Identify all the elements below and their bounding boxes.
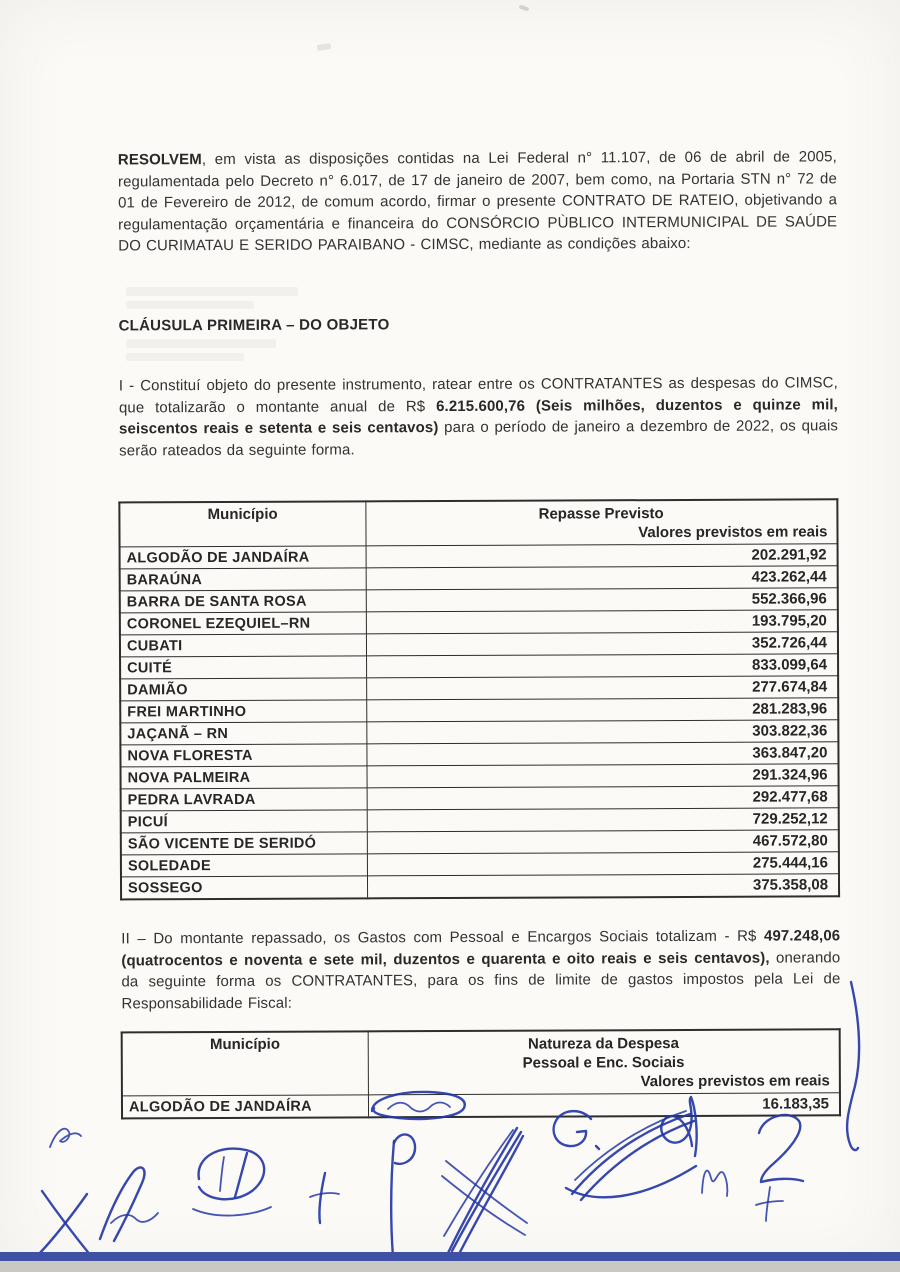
valor-cell: 729.252,12 <box>367 808 839 832</box>
municipio-cell: NOVA PALMEIRA <box>121 766 367 789</box>
bottom-blue-line <box>0 1252 900 1261</box>
table-row <box>121 786 839 811</box>
municipio-cell: PICUÍ <box>121 810 367 833</box>
municipio-cell: ALGODÃO DE JANDAÍRA <box>122 1095 368 1119</box>
scan-edge <box>0 1261 900 1272</box>
municipio-cell: JAÇANÃ – RN <box>120 722 366 745</box>
despesa-header-valores-label: Valores previstos em reais <box>640 1072 830 1091</box>
table-row <box>121 808 839 833</box>
valor-cell: 467.572,80 <box>367 830 839 854</box>
item1-text-2: para o período de janeiro a dezembro de 2022, os quais serão rateados da seguinte forma. <box>119 417 839 460</box>
table-row <box>120 588 838 613</box>
valor-cell: 202.291,92 <box>366 544 838 568</box>
table-row <box>121 830 839 855</box>
item2-amount: 497.248,06 (quatrocentos e noventa e sete mil, duzentos e quarenta e oito reais e seis centavos), <box>121 927 841 970</box>
valor-cell: 352.726,44 <box>366 632 838 656</box>
valor-cell: 16.183,35 <box>368 1093 840 1118</box>
rateio-header-municipio: Município <box>119 501 365 547</box>
valor-cell: 363.847,20 <box>366 742 838 766</box>
table-row <box>120 676 838 701</box>
table-row <box>120 720 838 745</box>
valor-cell: 292.477,68 <box>367 786 839 810</box>
table-row <box>121 764 839 789</box>
despesa-header-pessoal-label: Pessoal e Enc. Sociais <box>522 1053 685 1072</box>
item2-text-2: onerando da seguinte forma os CONTRATANTES, para os fins de limite de gastos impostos pela Lei de Responsabilidade Fiscal: <box>121 948 841 1013</box>
rateio-table-body <box>120 544 840 900</box>
valor-cell: 423.262,44 <box>366 566 838 590</box>
item1-text-1: I - Constituí objeto do presente instrumento, ratear entre os CONTRATANTES as despesas do CIMSC, que totalizarão o montante anual de R$ <box>118 374 838 417</box>
despesa-header-municipio: Município <box>122 1031 368 1096</box>
rateio-header-repasse <box>365 499 837 546</box>
despesa-header-row <box>122 1029 840 1096</box>
municipio-cell: DAMIÃO <box>120 678 366 701</box>
municipio-cell: NOVA FLORESTA <box>120 744 366 767</box>
municipio-cell: SOLEDADE <box>121 854 367 877</box>
rateio-header-repasse-label: Repasse Previsto <box>538 505 664 523</box>
clause-heading: CLÁUSULA PRIMEIRA – DO OBJETO <box>118 316 390 335</box>
municipio-cell: BARAÚNA <box>120 568 366 591</box>
table-row <box>120 632 838 657</box>
table-row <box>121 852 839 877</box>
valor-cell: 277.674,84 <box>366 676 838 700</box>
valor-cell: 275.444,16 <box>367 852 839 876</box>
rateio-header-valores-label: Valores previstos em reais <box>638 523 828 542</box>
municipio-cell: BARRA DE SANTA ROSA <box>120 590 366 613</box>
municipio-cell: FREI MARTINHO <box>120 700 366 723</box>
item1-paragraph <box>119 372 838 462</box>
valor-cell: 193.795,20 <box>366 610 838 634</box>
municipio-cell: ALGODÃO DE JANDAÍRA <box>120 546 366 569</box>
preamble-text: , em vista as disposições contidas na Lei Federal n° 11.107, de 06 de abril de 2005, regulamentada pelo Decreto n° 6.017, de 17 de janeiro de 2007, bem como, na Portaria STN n° 72 de 01 de Fevereiro de 2012, de comum acordo, firmar o presente CONTRATO DE RATEIO, objetivando a regulamentação orçamentária e financeira do CONSÓRCIO PÙBLICO INTERMUNICIPAL DE SAÚDE DO CURIMATAU E SERIDO PARAIBANO - CIMSC, mediante as condições abaixo: <box>117 148 838 255</box>
table-row <box>121 874 839 900</box>
table-row <box>120 544 838 569</box>
item2-text-1: II – Do montante repassado, os Gastos com Pessoal e Encargos Sociais totalizam - R$ <box>121 927 765 948</box>
table-row <box>120 610 838 635</box>
item1-amount: 6.215.600,76 (Seis milhões, duzentos e quinze mil, seiscentos reais e setenta e seis centavos) <box>118 395 838 438</box>
valor-cell: 291.324,96 <box>367 764 839 788</box>
municipio-cell: PEDRA LAVRADA <box>121 788 367 811</box>
valor-cell: 303.822,36 <box>366 720 838 744</box>
valor-cell: 552.366,96 <box>366 588 838 612</box>
table-row <box>120 654 838 679</box>
valor-cell: 375.358,08 <box>367 874 839 899</box>
despesa-header-natureza-label: Natureza da Despesa <box>527 1035 679 1053</box>
municipio-cell: SÃO VICENTE DE SERIDÓ <box>121 832 367 855</box>
despesa-table-body <box>122 1093 840 1119</box>
valor-cell: 281.283,96 <box>366 698 838 722</box>
item2-paragraph <box>121 925 840 1015</box>
rateio-table <box>118 498 840 900</box>
municipio-cell: CUITÉ <box>120 656 366 679</box>
municipio-cell: CUBATI <box>120 634 366 657</box>
table-row <box>120 742 838 767</box>
municipio-cell: SOSSEGO <box>121 876 367 900</box>
table-row <box>120 698 838 723</box>
table-row <box>122 1093 840 1119</box>
preamble-resolvem: RESOLVEM <box>117 151 202 169</box>
valor-cell: 833.099,64 <box>366 654 838 678</box>
rateio-header-row <box>119 499 837 547</box>
municipio-cell: CORONEL EZEQUIEL–RN <box>120 612 366 635</box>
preamble-paragraph <box>118 146 837 257</box>
table-row <box>120 566 838 591</box>
despesa-table <box>121 1028 841 1119</box>
despesa-header-natureza <box>368 1029 840 1095</box>
